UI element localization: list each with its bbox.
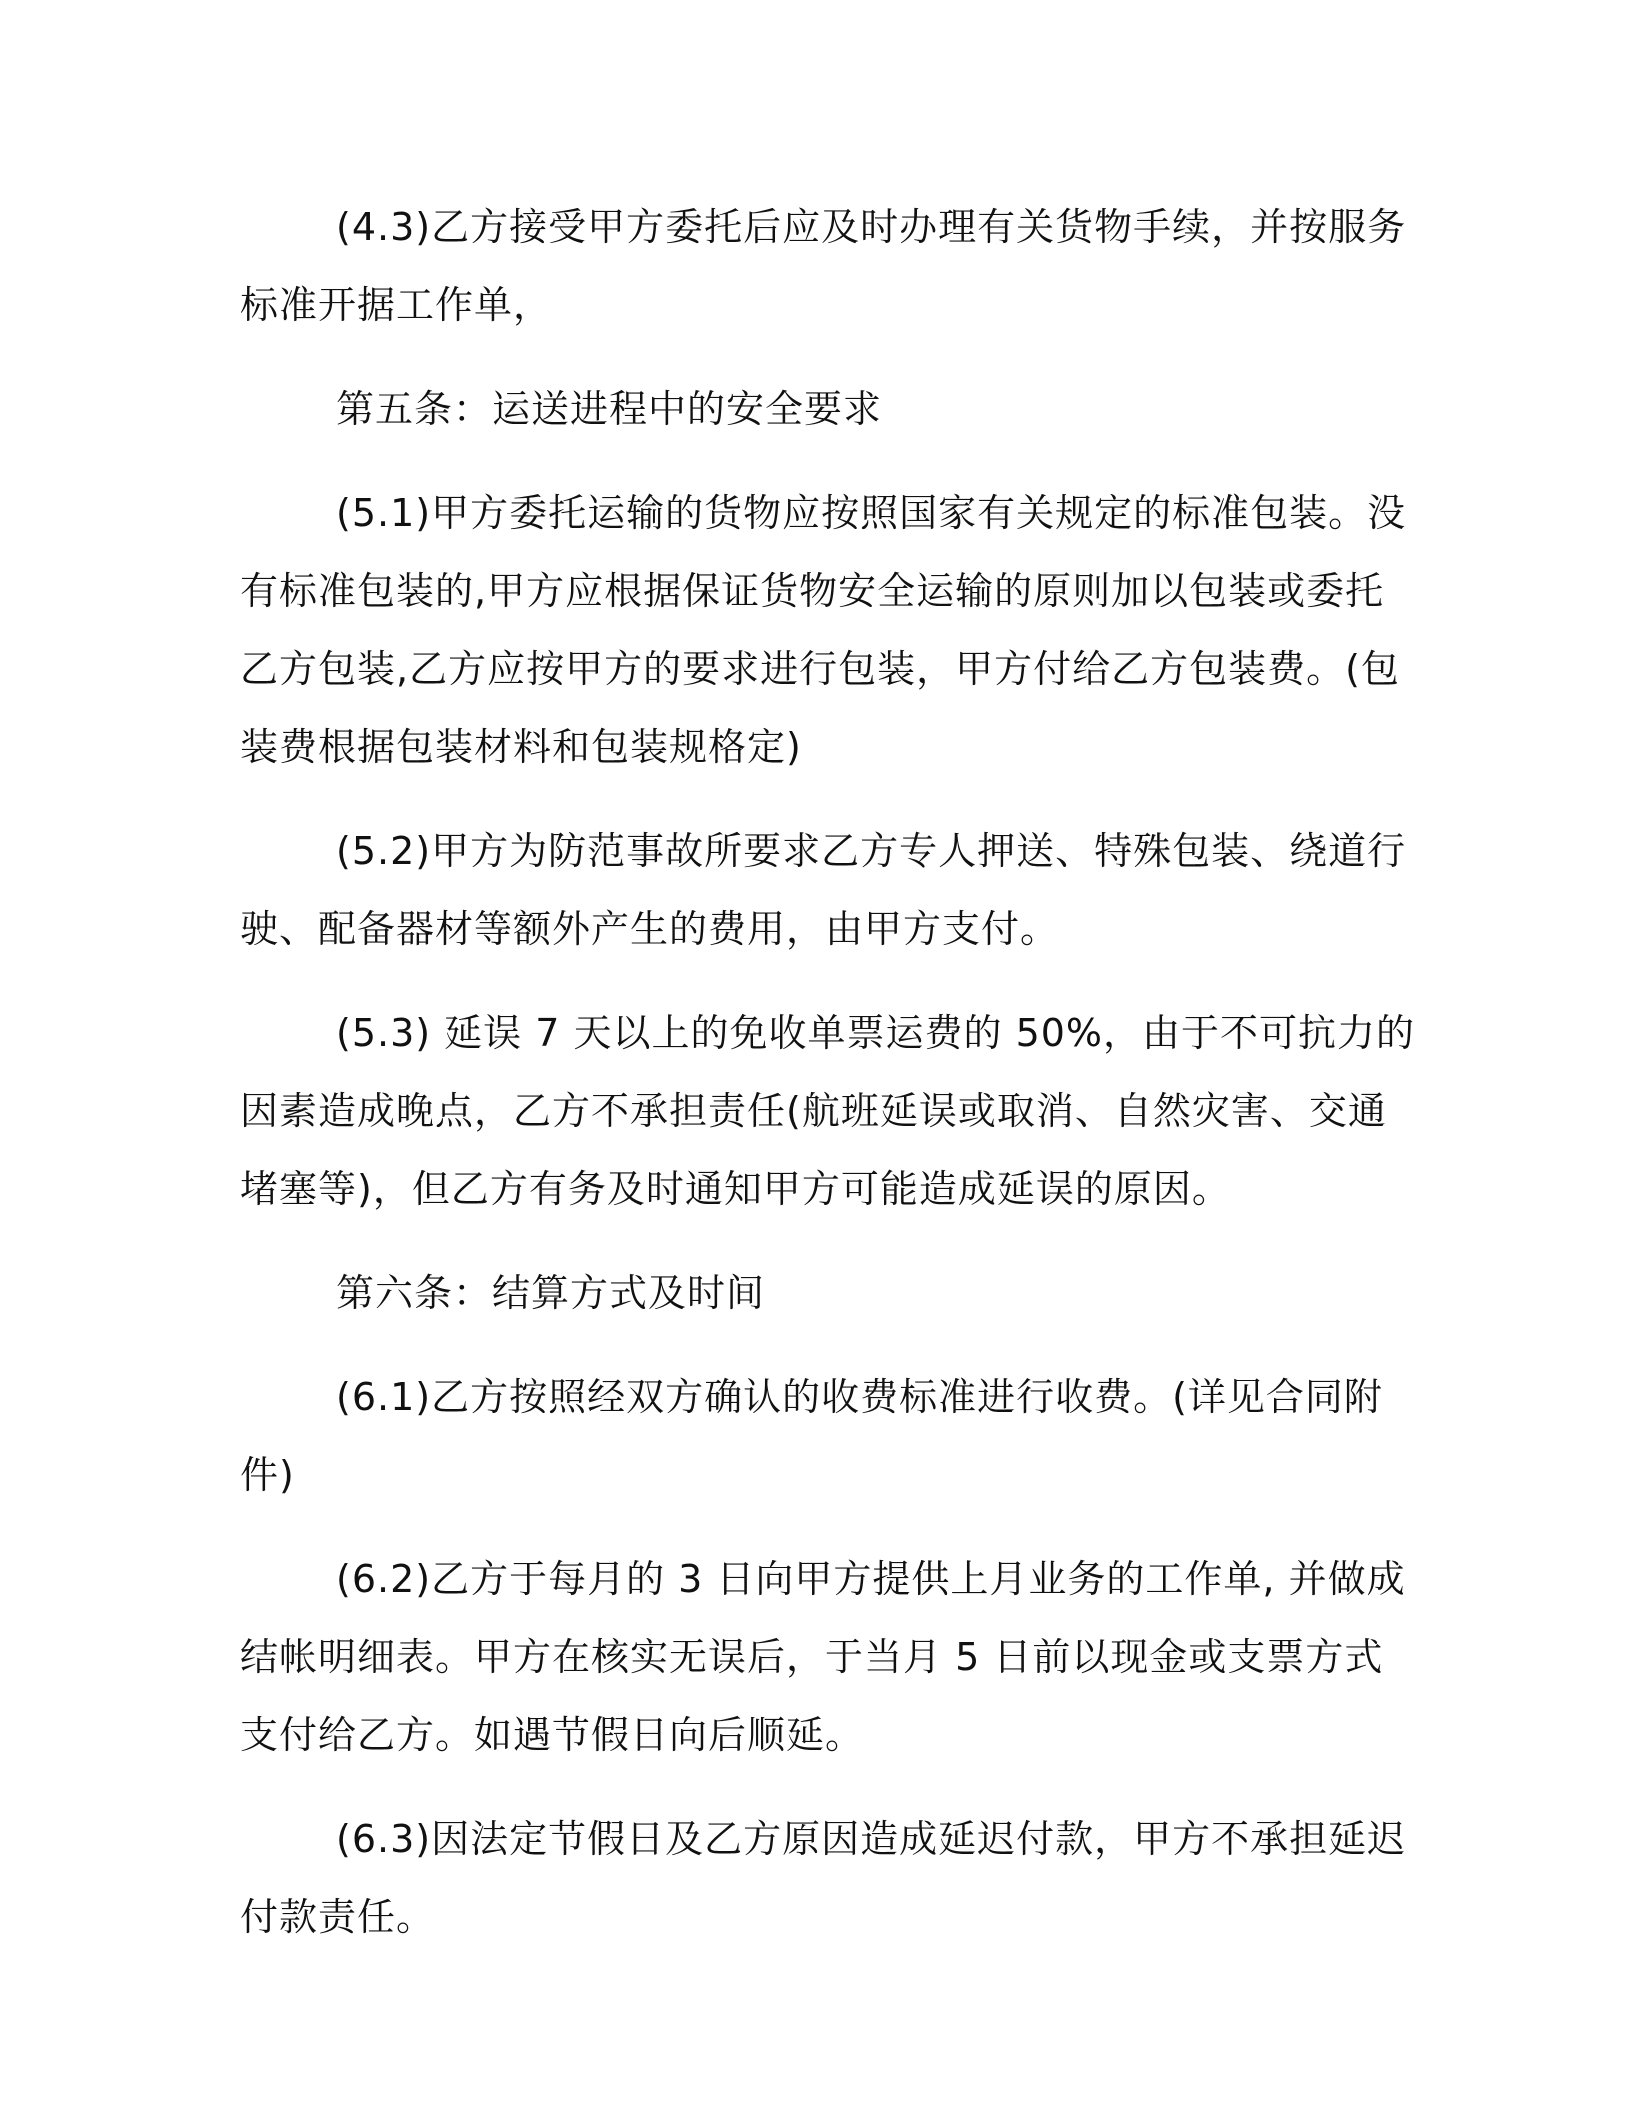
article-6-heading: 第六条：结算方式及时间 <box>336 1271 766 1315</box>
clause-5-2: (5.2)甲方为防范事故所要求乙方专人押送、特殊包装、绕道行驶、配备器材等额外产生的费用，由甲方支付。 <box>240 829 1407 951</box>
clause-5-3: (5.3) 延误 7 天以上的免收单票运费的 50%，由于不可抗力的因素造成晚点，乙方不承担责任(航班延误或取消、自然灾害、交通堵塞等)，但乙方有务及时通知甲方可能造成延误的原因。 <box>240 1011 1416 1211</box>
clause-6-1: (6.1)乙方按照经双方确认的收费标准进行收费。(详见合同附件) <box>240 1375 1383 1497</box>
clause-5-1: (5.1)甲方委托运输的货物应按照国家有关规定的标准包装。没有标准包装的,甲方应根据保证货物安全运输的原则加以包装或委托乙方包装,乙方应按甲方的要求进行包装，甲方付给乙方包装费。(包装费根据包装材料和包装规格定) <box>240 491 1407 769</box>
clause-6-3: (6.3)因法定节假日及乙方原因造成延迟付款，甲方不承担延迟付款责任。 <box>240 1817 1407 1939</box>
clause-4-3: (4.3)乙方接受甲方委托后应及时办理有关货物手续，并按服务标准开据工作单， <box>240 205 1407 327</box>
clause-6-2: (6.2)乙方于每月的 3 日向甲方提供上月业务的工作单, 并做成结帐明细表。甲方在核实无误后，于当月 5 日前以现金或支票方式支付给乙方。如遇节假日向后顺延。 <box>240 1557 1406 1757</box>
document-body <box>240 188 1420 1982</box>
article-5-heading: 第五条：运送进程中的安全要求 <box>336 387 883 431</box>
